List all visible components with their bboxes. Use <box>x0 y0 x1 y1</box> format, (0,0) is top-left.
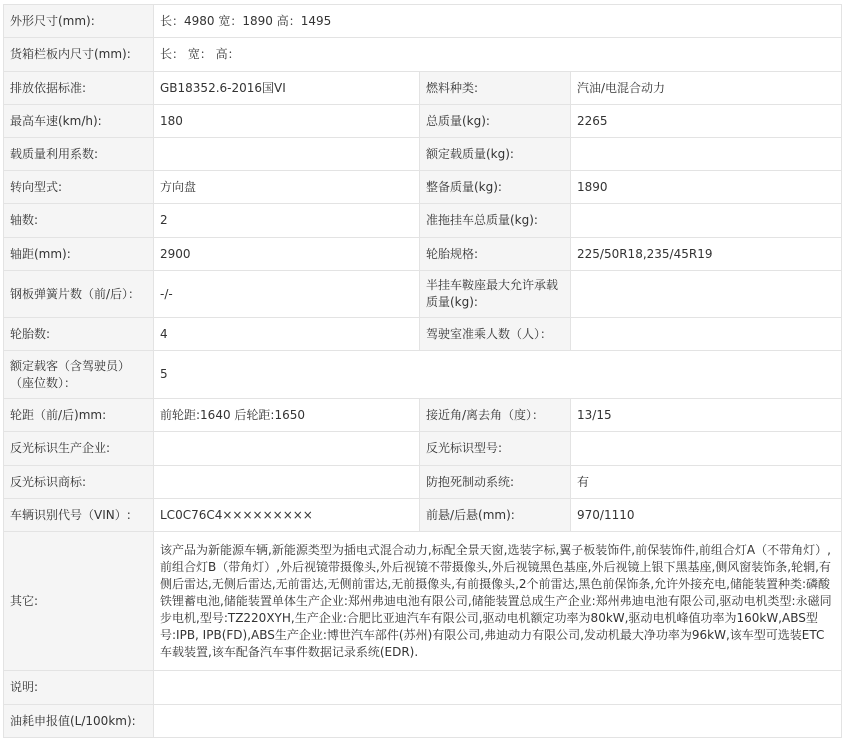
label-cell: 额定载客（含驾驶员）（座位数）： <box>4 351 154 399</box>
value-cell: 有 <box>571 466 842 499</box>
label-cell: 最高车速(km/h): <box>4 105 154 138</box>
table-row <box>4 399 842 432</box>
label-cell: 轮距（前/后)mm: <box>4 399 154 432</box>
label-cell: 油耗申报值(L/100km): <box>4 705 154 738</box>
label-cell: 反光标识生产企业: <box>4 432 154 466</box>
value-cell <box>571 204 842 238</box>
value-cell: 1890 <box>571 171 842 204</box>
table-row <box>4 351 842 399</box>
label-cell: 总质量(kg): <box>420 105 571 138</box>
value-cell: 长：4980 宽：1890 高：1495 <box>154 5 842 38</box>
label-cell: 额定载质量(kg): <box>420 138 571 171</box>
value-cell: 970/1110 <box>571 499 842 532</box>
value-cell <box>154 466 420 499</box>
value-cell <box>571 138 842 171</box>
table-row <box>4 499 842 532</box>
label-cell: 载质量利用系数: <box>4 138 154 171</box>
vehicle-spec-table <box>3 4 842 738</box>
label-cell: 轴距(mm): <box>4 238 154 271</box>
label-cell: 准拖挂车总质量(kg): <box>420 204 571 238</box>
value-cell: 2900 <box>154 238 420 271</box>
value-cell: LC0C76C4××××××××× <box>154 499 420 532</box>
label-cell: 防抱死制动系统: <box>420 466 571 499</box>
value-cell: 2265 <box>571 105 842 138</box>
table-row <box>4 38 842 72</box>
table-row <box>4 318 842 351</box>
value-cell <box>571 432 842 466</box>
label-cell: 反光标识商标: <box>4 466 154 499</box>
table-row <box>4 432 842 466</box>
label-cell: 轴数: <box>4 204 154 238</box>
value-cell: 4 <box>154 318 420 351</box>
label-cell: 整备质量(kg): <box>420 171 571 204</box>
value-cell: 13/15 <box>571 399 842 432</box>
value-cell: 2 <box>154 204 420 238</box>
label-cell: 排放依据标准: <box>4 72 154 105</box>
value-cell: 180 <box>154 105 420 138</box>
label-cell: 其它: <box>4 532 154 671</box>
value-cell: 长： 宽： 高： <box>154 38 842 72</box>
label-cell: 钢板弹簧片数（前/后）： <box>4 271 154 318</box>
label-cell: 外形尺寸(mm): <box>4 5 154 38</box>
value-cell <box>571 271 842 318</box>
label-cell: 货箱栏板内尺寸(mm): <box>4 38 154 72</box>
label-cell: 反光标识型号: <box>420 432 571 466</box>
table-row <box>4 204 842 238</box>
value-cell: GB18352.6-2016国VI <box>154 72 420 105</box>
table-row <box>4 72 842 105</box>
label-cell: 前悬/后悬(mm): <box>420 499 571 532</box>
table-row <box>4 105 842 138</box>
label-cell: 燃料种类: <box>420 72 571 105</box>
table-row <box>4 271 842 318</box>
table-row <box>4 671 842 705</box>
other-description: 该产品为新能源车辆,新能源类型为插电式混合动力,标配全景天窗,选装字标,翼子板装饰件,前保装饰件,前组合灯A（不带角灯）,前组合灯B（带角灯）,外后视镜带摄像头,外后视镜不带摄像头,外后视镜黑色基座,外后视镜上银下黑基座,侧风窗装饰条,轮辋,有侧后雷达,无侧后雷达,无前雷达,无侧前雷达,无前摄像头,有前摄像头,2个前雷达,黑色前保饰条,允许外接充电,储能装置种类:磷酸铁锂蓄电池,储能装置单体生产企业:郑州弗迪电池有限公司,储能装置总成生产企业:郑州弗迪电池有限公司,驱动电机类型:永磁同步电机,型号:TZ220XYH,生产企业:合肥比亚迪汽车有限公司,驱动电机额定功率为80kW,驱动电机峰值功率为160kW,ABS型号:IPB, IPB(FD),ABS生产企业:博世汽车部件(苏州)有限公司,弗迪动力有限公司,发动机最大净功率为96kW,该车型可选装ETC车载装置,该车配备汽车事件数据记录系统(EDR). <box>154 532 842 671</box>
value-cell <box>571 318 842 351</box>
value-cell: 225/50R18,235/45R19 <box>571 238 842 271</box>
table-row <box>4 705 842 738</box>
label-cell: 说明: <box>4 671 154 705</box>
table-row <box>4 238 842 271</box>
table-row <box>4 466 842 499</box>
label-cell: 接近角/离去角（度）： <box>420 399 571 432</box>
table-row <box>4 5 842 38</box>
value-cell: 5 <box>154 351 842 399</box>
table-row <box>4 171 842 204</box>
value-cell <box>154 138 420 171</box>
value-cell: -/- <box>154 271 420 318</box>
label-cell: 轮胎规格: <box>420 238 571 271</box>
value-cell: 方向盘 <box>154 171 420 204</box>
value-cell: 汽油/电混合动力 <box>571 72 842 105</box>
table-row <box>4 532 842 671</box>
label-cell: 轮胎数: <box>4 318 154 351</box>
value-cell <box>154 705 842 738</box>
value-cell <box>154 432 420 466</box>
label-cell: 车辆识别代号（VIN）: <box>4 499 154 532</box>
table-row <box>4 138 842 171</box>
label-cell: 转向型式: <box>4 171 154 204</box>
value-cell: 前轮距:1640 后轮距:1650 <box>154 399 420 432</box>
value-cell <box>154 671 842 705</box>
label-cell: 半挂车鞍座最大允许承载质量(kg): <box>420 271 571 318</box>
label-cell: 驾驶室准乘人数（人）： <box>420 318 571 351</box>
